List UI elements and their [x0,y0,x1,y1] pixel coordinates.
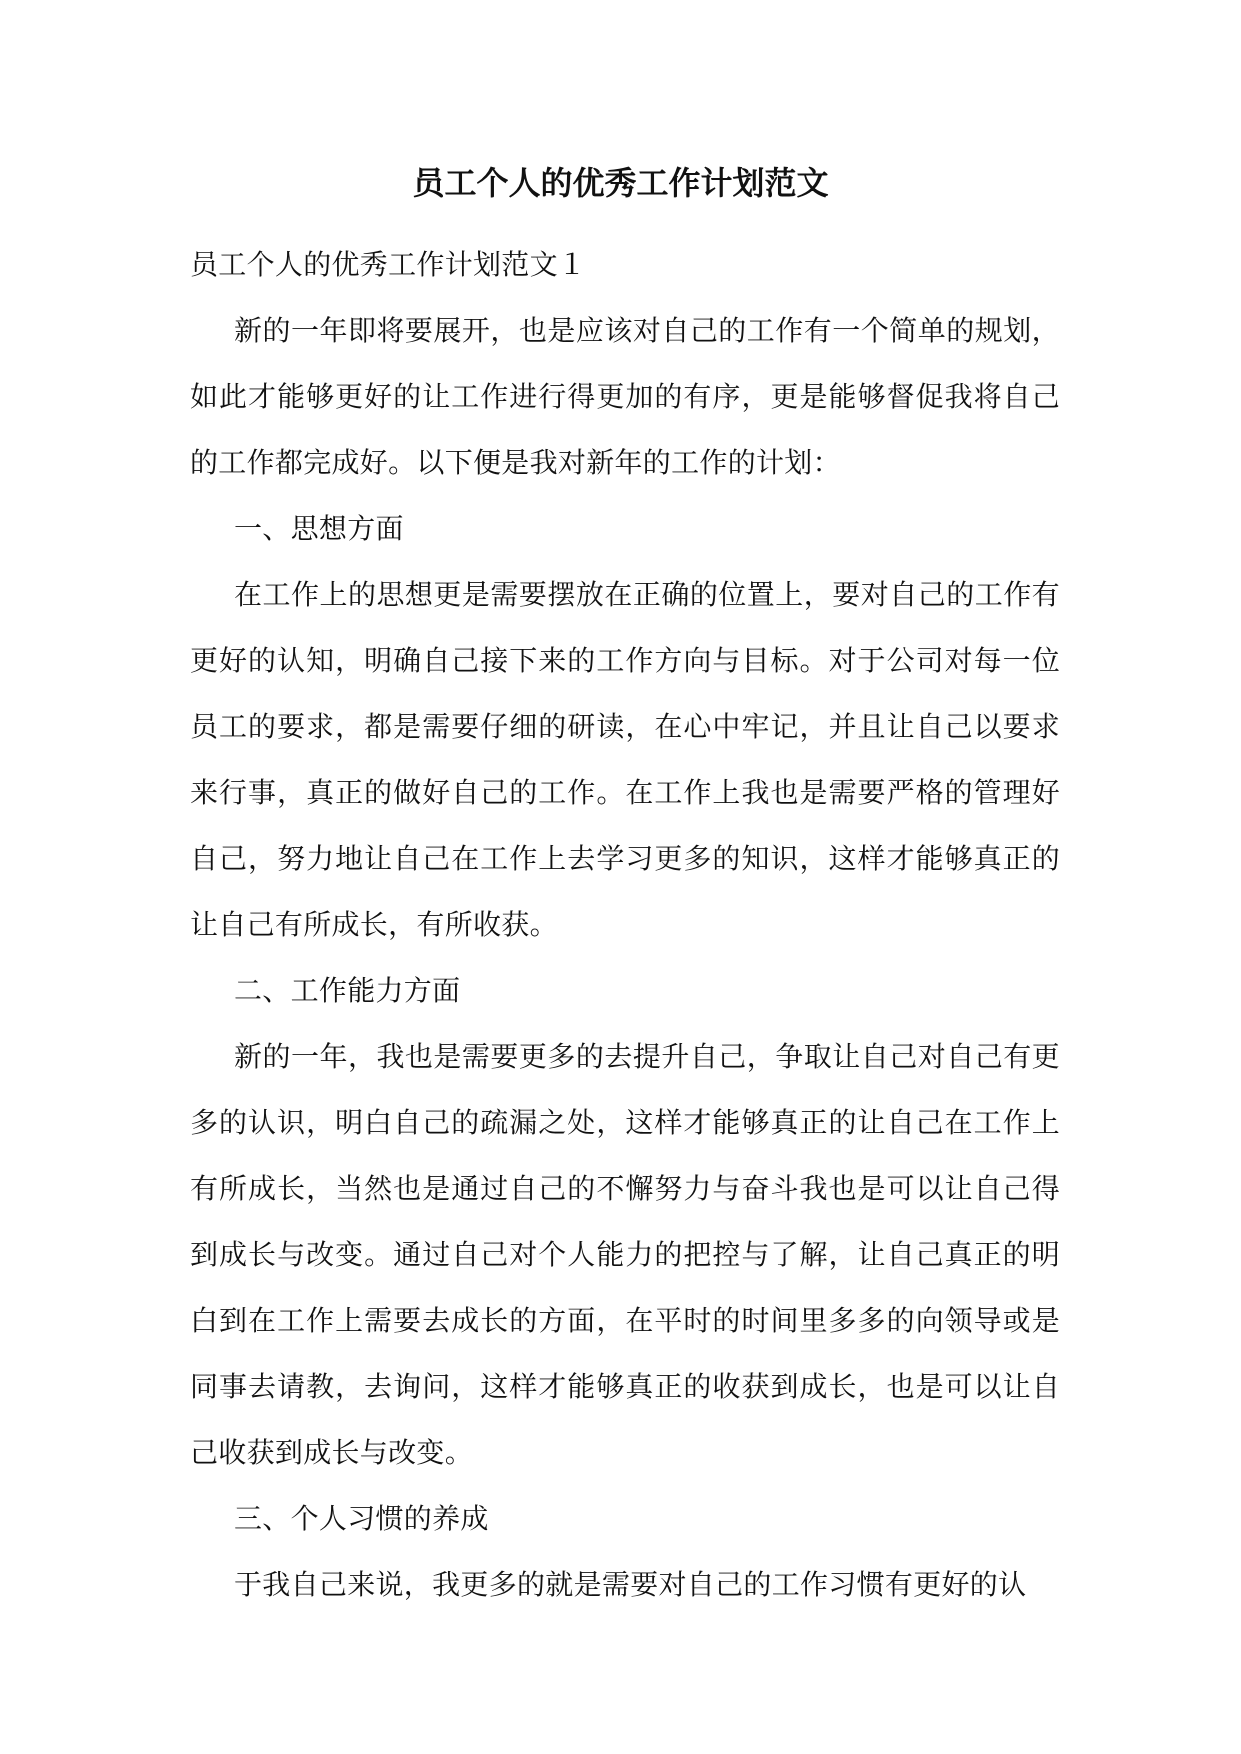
section-heading-thinking: 一、思想方面 [234,512,404,545]
section-heading-habits: 三、个人习惯的养成 [234,1502,489,1535]
paragraph-ability: 新的一年，我也是需要更多的去提升自己，争取让自己对自己有更多的认识，明白自己的疏漏之处，这样才能够真正的让自己在工作上有所成长，当然也是通过自己的不懈努力与奋斗我也是可以让自己得到成长与改变。通过自己对个人能力的把控与了解，让自己真正的明白到在工作上需要去成长的方面，在平时的时间里多多的向领导或是同事去请教，去询问，这样才能够真正的收获到成长，也是可以让自己收获到成长与改变。 [190,1040,1060,1469]
document-subtitle: 员工个人的优秀工作计划范文１ [190,248,587,281]
paragraph-intro: 新的一年即将要展开，也是应该对自己的工作有一个简单的规划，如此才能够更好的让工作进行得更加的有序，更是能够督促我将自己的工作都完成好。以下便是我对新年的工作的计划： [190,314,1060,479]
section-heading-ability: 二、工作能力方面 [234,974,461,1007]
document-body [190,232,1060,1618]
paragraph-thinking: 在工作上的思想更是需要摆放在正确的位置上，要对自己的工作有更好的认知，明确自己接下来的工作方向与目标。对于公司对每一位员工的要求，都是需要仔细的研读，在心中牢记，并且让自己以要求来行事，真正的做好自己的工作。在工作上我也是需要严格的管理好自己，努力地让自己在工作上去学习更多的知识，这样才能够真正的让自己有所成长，有所收获。 [190,578,1060,941]
document-title: 员工个人的优秀工作计划范文 [412,164,829,202]
paragraph-habits: 于我自己来说，我更多的就是需要对自己的工作习惯有更好的认 [234,1568,1027,1601]
